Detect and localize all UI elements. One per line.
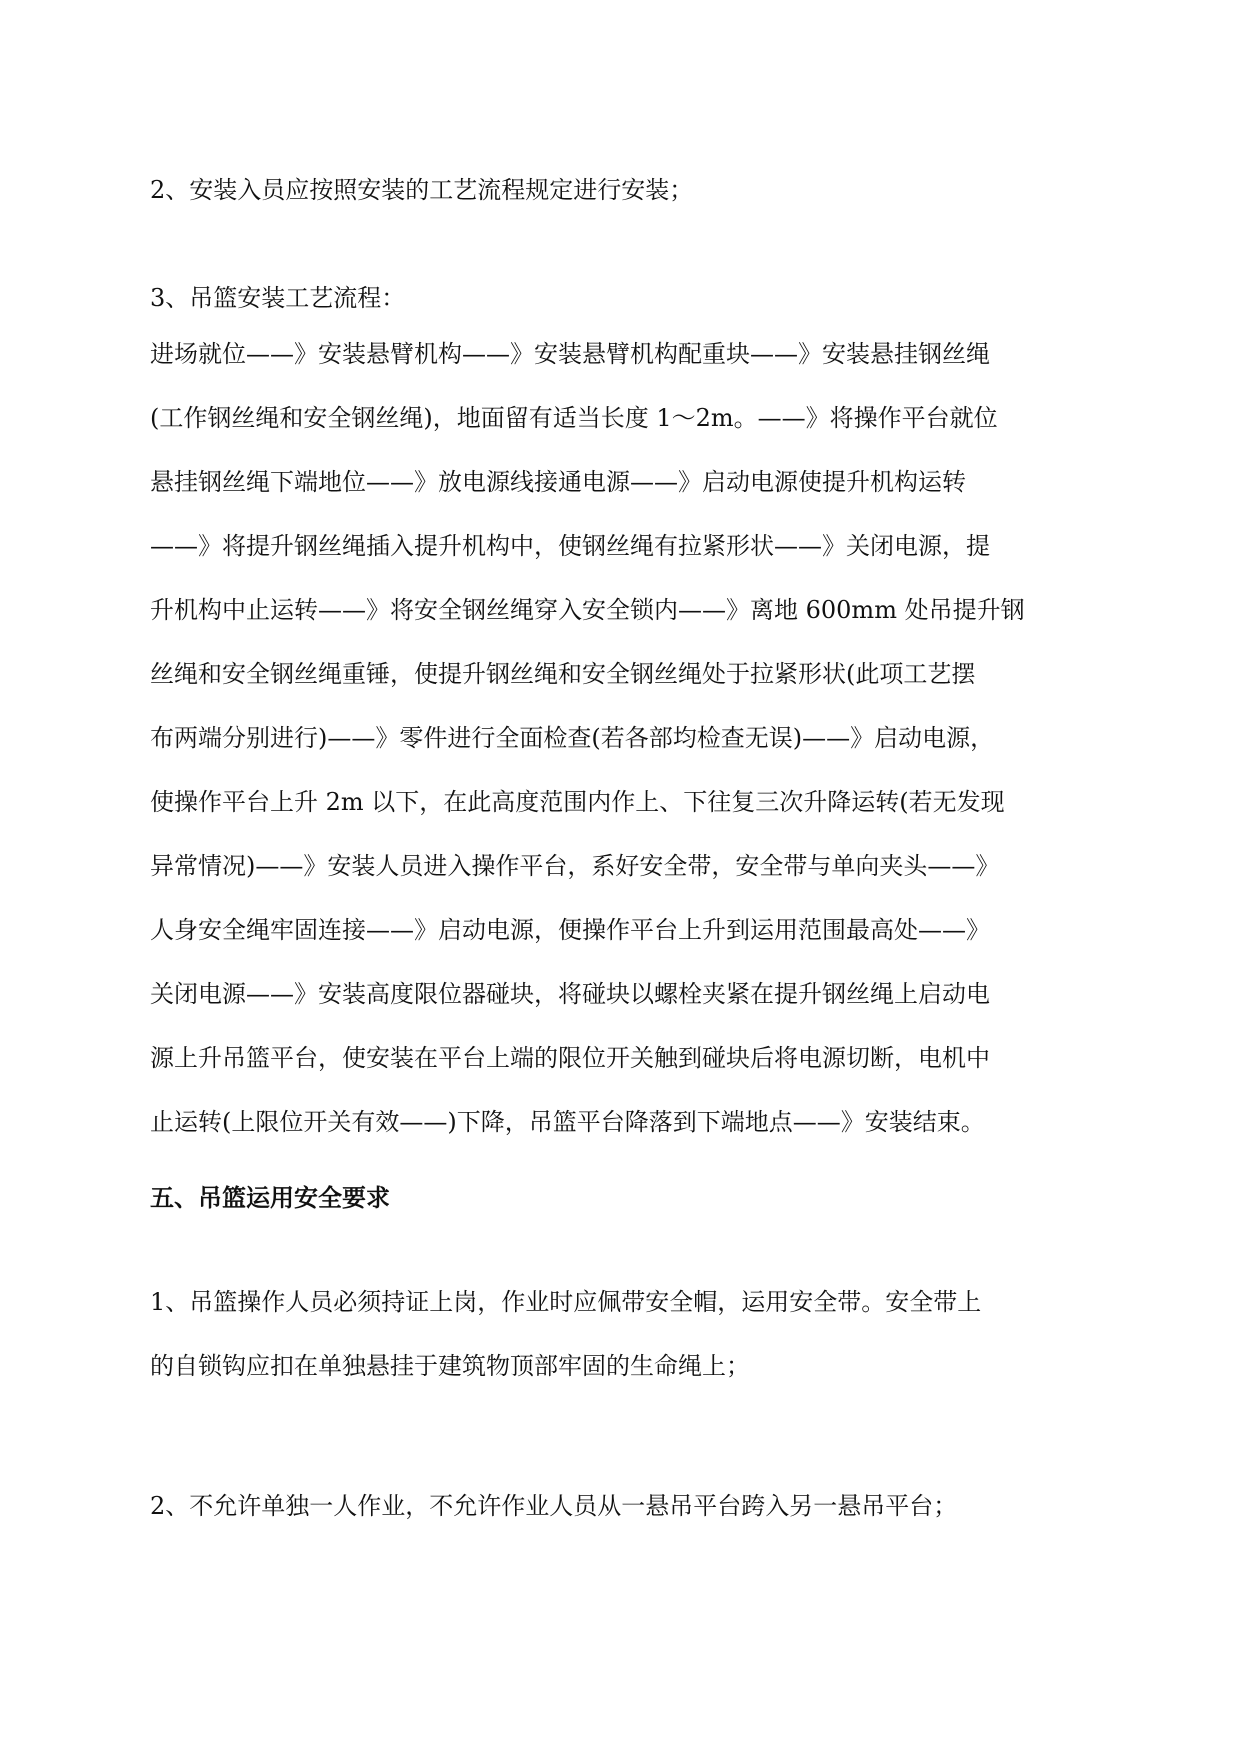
section-heading xyxy=(150,1166,1090,1230)
text-line: 使操作平台上升 2m 以下，在此高度范围内作上、下往复三次升降运转(若无发现 xyxy=(150,788,1005,816)
text-line: 3、吊篮安装工艺流程： xyxy=(150,284,406,312)
text-line: 异常情况)——》安装人员进入操作平台，系好安全带，安全带与单向夹头——》 xyxy=(150,852,1000,880)
text-line: (工作钢丝绳和安全钢丝绳)，地面留有适当长度 1～2m。——》将操作平台就位 xyxy=(150,404,998,432)
document-page xyxy=(150,0,1090,1754)
text-line: 人身安全绳牢固连接——》启动电源，便操作平台上升到运用范围最高处——》 xyxy=(150,916,990,944)
install-rule-paragraph xyxy=(150,158,1090,222)
text-line: ——》将提升钢丝绳插入提升机构中，使钢丝绳有拉紧形状——》关闭电源，提 xyxy=(150,532,990,560)
text-line: 进场就位——》安装悬臂机构——》安装悬臂机构配重块——》安装悬挂钢丝绳 xyxy=(150,340,990,368)
text-line: 丝绳和安全钢丝绳重锤，使提升钢丝绳和安全钢丝绳处于拉紧形状(此项工艺摆 xyxy=(150,660,976,688)
text-line: 源上升吊篮平台，使安装在平台上端的限位开关触到碰块后将电源切断，电机中 xyxy=(150,1044,990,1072)
section-heading-text: 五、吊篮运用安全要求 xyxy=(150,1184,390,1212)
text-line: 悬挂钢丝绳下端地位——》放电源线接通电源——》启动电源使提升机构运转 xyxy=(150,468,966,496)
text-line: 关闭电源——》安装高度限位器碰块，将碰块以螺栓夹紧在提升钢丝绳上启动电 xyxy=(150,980,990,1008)
text-line: 2、安装入员应按照安装的工艺流程规定进行安装； xyxy=(150,176,694,204)
text-line: 1、吊篮操作人员必须持证上岗，作业时应佩带安全帽，运用安全带。安全带上 xyxy=(150,1288,982,1316)
text-line: 升机构中止运转——》将安全钢丝绳穿入安全锁内——》离地 600mm 处吊提升钢 xyxy=(150,596,1025,624)
text-line: 的自锁钩应扣在单独悬挂于建筑物顶部牢固的生命绳上； xyxy=(150,1352,750,1380)
text-line: 2、不允许单独一人作业，不允许作业人员从一悬吊平台跨入另一悬吊平台； xyxy=(150,1492,958,1520)
install-flow-paragraph xyxy=(150,322,1090,1154)
requirement-2-paragraph xyxy=(150,1474,1090,1538)
text-line: 止运转(上限位开关有效——)下降，吊篮平台降落到下端地点——》安装结束。 xyxy=(150,1108,985,1136)
requirement-1-paragraph xyxy=(150,1270,1090,1398)
flow-title-paragraph xyxy=(150,266,1090,330)
text-line: 布两端分别进行)——》零件进行全面检查(若各部均检查无误)——》启动电源， xyxy=(150,724,995,752)
